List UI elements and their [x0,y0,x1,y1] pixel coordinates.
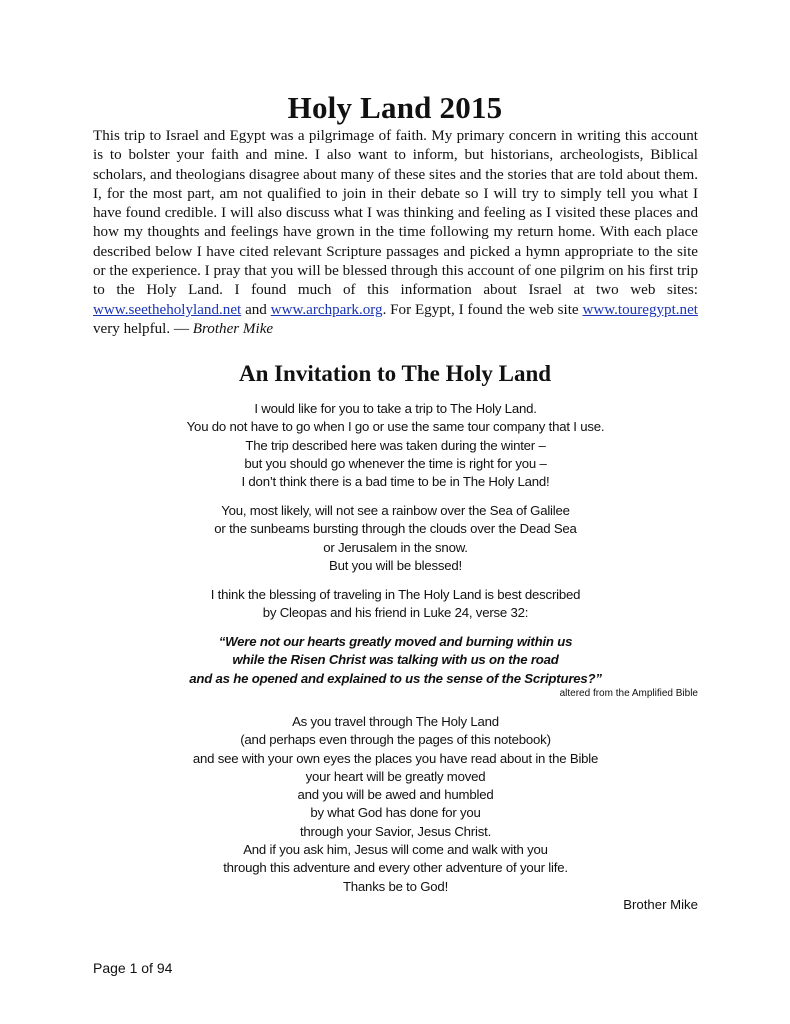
poem-line: I would like for you to take a trip to The Holy Land. [254,401,537,416]
poem-line: I don’t think there is a bad time to be in The Holy Land! [241,474,550,490]
signature: Brother Mike [623,897,698,912]
poem-line: I think the blessing of traveling in The Holy Land is best described [210,587,581,602]
poem-line: and you will be awed and humbled [297,787,494,803]
poem-line: You, most likely, will not see a rainbow over the Sea of Galilee [221,503,570,518]
poem-line: The trip described here was taken during the winter – [245,437,546,453]
poem-line: through your Savior, Jesus Christ. [299,823,492,839]
poem-line: or the sunbeams bursting through the clouds over the Dead Sea [214,521,577,537]
intro-text: . For Egypt, I found the web site [382,301,583,318]
poem-line: through this adventure and every other adventure of your life. [223,860,568,876]
stanza-1 [93,400,698,491]
poem-line: and see with your own eyes the places you have read about in the Bible [192,750,599,766]
quote-line: and as he opened and explained to us the sense of the Scriptures?” [189,670,602,686]
poem-line: You do not have to go when I go or use the same tour company that I use. [186,419,605,435]
poem-line: Thanks be to God! [342,878,449,894]
intro-text: very helpful. — [93,320,193,337]
stanza-3 [93,586,698,623]
poem-line: or Jerusalem in the snow. [323,539,468,555]
scripture-quote [93,633,698,688]
section-heading: An Invitation to The Holy Land [238,361,552,386]
poem-line: And if you ask him, Jesus will come and walk with you [243,842,548,858]
page-title: Holy Land 2015 [287,90,503,125]
quote-attribution: altered from the Amplified Bible [559,688,698,699]
poem-line: by what God has done for you [310,805,481,821]
poem-line: But you will be blessed! [328,557,462,573]
intro-author: Brother Mike [192,320,274,337]
poem-line: your heart will be greatly moved [305,768,486,784]
link-touregypt[interactable]: www.touregypt.net [582,301,698,318]
page-number: Page 1 of 94 [93,960,173,976]
intro-text: This trip to Israel and Egypt was a pilgrimage of faith. My primary concern in writing this account is to bolster your faith and mine. I also want to inform, but historians, archeologists, Biblical scholars, and theologians disagree about many of these sites and the stories that are told about them. I, for the most part, am not qualified to join in their debate so I will try to simply tell you what I have found credible. I will also discuss what I was thinking and feeling as I visited these places and how my thoughts and feelings have grown in the time following my return home. With each place described below I have cited relevant Scripture passages and picked a hymn appropriate to the site or the experience. I pray that you will be blessed through this account of one pilgrim on his first trip to the Holy Land. I found much of this information about Israel at two web sites: [93,128,698,299]
poem-line: but you should go whenever the time is right for you – [244,455,547,471]
stanza-4 [93,713,698,896]
intro-text: and [241,301,271,318]
poem-line: (and perhaps even through the pages of this notebook) [240,732,551,748]
link-archpark[interactable]: www.archpark.org [270,301,383,318]
quote-line: while the Risen Christ was talking with us on the road [232,652,559,668]
poem-line: by Cleopas and his friend in Luke 24, verse 32: [262,605,529,621]
link-seetheholyland[interactable]: www.seetheholyland.net [93,301,242,318]
intro-paragraph [93,127,698,339]
stanza-2 [93,502,698,575]
quote-line: “Were not our hearts greatly moved and burning within us [218,634,573,649]
poem-line: As you travel through The Holy Land [292,714,499,729]
